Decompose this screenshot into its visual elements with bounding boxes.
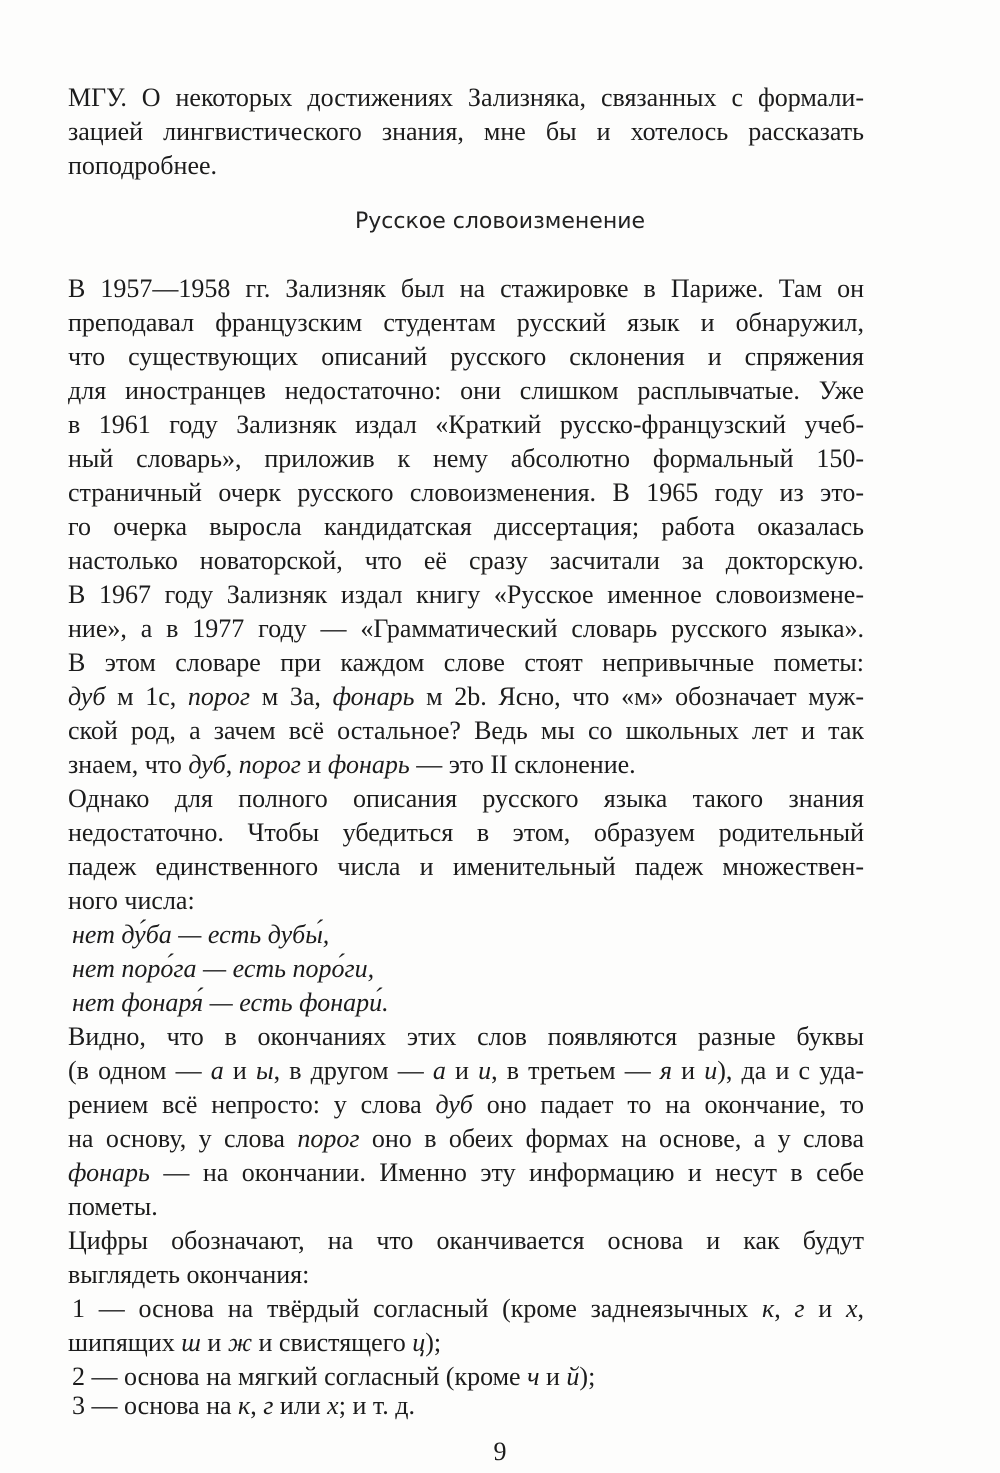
italic-word: фонарь bbox=[68, 1158, 150, 1187]
text-line: Однако для полного описания русского языка такого знания bbox=[68, 784, 864, 813]
italic-letter: ш bbox=[181, 1328, 201, 1357]
text-span: и bbox=[200, 1328, 228, 1357]
italic-word: дуб bbox=[435, 1090, 473, 1119]
text-span: оно падает то на окончание, то bbox=[472, 1090, 864, 1119]
italic-letter: й bbox=[566, 1362, 580, 1391]
text-span: и bbox=[223, 1056, 256, 1085]
italic-letter: и bbox=[478, 1056, 492, 1085]
text-span: м 1с, bbox=[105, 682, 188, 711]
text-span: , bbox=[225, 750, 239, 779]
text-span: и свистящего bbox=[252, 1328, 413, 1357]
section-heading: Русское словоизменение bbox=[354, 209, 646, 234]
italic-word: фонарь bbox=[327, 750, 410, 779]
text-span: и bbox=[539, 1362, 567, 1391]
list-item-continuation bbox=[68, 1327, 864, 1359]
text-line bbox=[68, 681, 864, 713]
text-span: и bbox=[445, 1056, 479, 1085]
text-span: (в одном — bbox=[68, 1056, 211, 1085]
italic-letter: я bbox=[659, 1056, 672, 1085]
text-span: и bbox=[672, 1056, 705, 1085]
text-span: или bbox=[273, 1391, 328, 1420]
text-span: , bbox=[857, 1294, 864, 1323]
text-span: и bbox=[300, 750, 328, 779]
text-span: , в третьем — bbox=[491, 1056, 660, 1085]
italic-letter: к bbox=[762, 1294, 775, 1323]
text-line: В 1967 году Зализняк издал книгу «Русское именное словоизмене- bbox=[68, 580, 864, 609]
example-line: нет ду́ба — есть дубы́, bbox=[72, 920, 330, 949]
text-span: ); bbox=[579, 1362, 596, 1391]
italic-letter: г bbox=[794, 1294, 805, 1323]
italic-word: порог bbox=[238, 750, 301, 779]
italic-letter: ц bbox=[412, 1328, 426, 1357]
text-span: на основу, у слова bbox=[68, 1124, 298, 1153]
text-span: м 3а, bbox=[250, 682, 333, 711]
text-span: , bbox=[250, 1391, 264, 1420]
text-line: В этом словаре при каждом слове стоят непривычные пометы: bbox=[68, 648, 864, 677]
text-line: ние», а в 1977 году — «Грамматический словарь русского языка». bbox=[68, 614, 864, 643]
italic-letter: ч bbox=[527, 1362, 540, 1391]
text-line: зацией лингвистического знания, мне бы и хотелось рассказать bbox=[68, 117, 864, 146]
text-line: страничный очерк русского словоизменения. В 1965 году из это- bbox=[68, 478, 864, 507]
text-line: МГУ. О некоторых достижениях Зализняка, связанных с формали- bbox=[68, 83, 864, 112]
text-line bbox=[68, 1055, 864, 1087]
text-line: что существующих описаний русского склонения и спряжения bbox=[68, 342, 864, 371]
italic-word: дуб bbox=[188, 750, 226, 779]
text-line: выглядеть окончания: bbox=[68, 1260, 310, 1289]
text-span: ); bbox=[425, 1328, 442, 1357]
text-line: го очерка выросла кандидатская диссертация; работа оказалась bbox=[68, 512, 864, 541]
italic-letter: а bbox=[210, 1056, 224, 1085]
text-span: — это II склонение. bbox=[409, 750, 636, 779]
italic-letter: г bbox=[263, 1391, 274, 1420]
text-span: ), да и с уда- bbox=[717, 1056, 864, 1085]
italic-word: фонарь bbox=[332, 682, 415, 711]
text-span: шипящих bbox=[68, 1328, 182, 1357]
text-line bbox=[68, 1089, 864, 1121]
example-line: нет поро́га — есть поро́ги, bbox=[72, 954, 375, 983]
text-span: , bbox=[774, 1294, 795, 1323]
text-line: В 1957—1958 гг. Зализняк был на стажировке в Париже. Там он bbox=[68, 274, 864, 303]
text-span: знаем, что bbox=[68, 750, 189, 779]
italic-letter: и bbox=[704, 1056, 718, 1085]
text-span: м 2b. Ясно, что «м» обозначает муж- bbox=[414, 682, 864, 711]
text-span: оно в обеих формах на основе, а у слова bbox=[359, 1124, 864, 1153]
text-line: ный словарь», приложив к нему абсолютно формальный 150- bbox=[68, 444, 864, 473]
text-line: недостаточно. Чтобы убедиться в этом, образуем родительный bbox=[68, 818, 864, 847]
text-line: в 1961 году Зализняк издал «Краткий русско-французский учеб- bbox=[68, 410, 864, 439]
example-line: нет фонаря́ — есть фонари́. bbox=[72, 988, 389, 1017]
text-line bbox=[68, 749, 864, 781]
text-line: поподробнее. bbox=[68, 151, 218, 180]
text-span: рением всё непросто: у слова bbox=[68, 1090, 436, 1119]
text-line: падеж единственного числа и именительный падеж множествен- bbox=[68, 852, 864, 881]
italic-word: дуб bbox=[68, 682, 106, 711]
italic-letter: к bbox=[238, 1391, 251, 1420]
text-line: для иностранцев недостаточно: они слишком расплывчатые. Уже bbox=[68, 376, 864, 405]
italic-letter: х bbox=[845, 1294, 858, 1323]
italic-letter: а bbox=[432, 1056, 446, 1085]
list-item bbox=[72, 1293, 864, 1325]
text-span: 3 — основа на bbox=[72, 1391, 239, 1420]
italic-letter: ы bbox=[255, 1056, 274, 1085]
text-span: , в другом — bbox=[273, 1056, 433, 1085]
italic-letter: ж bbox=[227, 1328, 252, 1357]
text-line: пометы. bbox=[68, 1192, 158, 1221]
text-span: ; и т. д. bbox=[338, 1391, 415, 1420]
text-span: 2 — основа на мягкий согласный (кроме bbox=[72, 1362, 528, 1391]
italic-word: порог bbox=[297, 1124, 360, 1153]
text-line bbox=[68, 1157, 864, 1189]
list-item bbox=[72, 1390, 868, 1422]
page-number: 9 bbox=[493, 1437, 507, 1466]
text-line: Цифры обозначают, на что оканчивается основа и как будут bbox=[68, 1226, 864, 1255]
text-span: 1 — основа на твёрдый согласный (кроме заднеязычных bbox=[72, 1294, 763, 1323]
text-span: — на окончании. Именно эту информацию и несут в себе bbox=[149, 1158, 864, 1187]
text-line: настолько новаторской, что её сразу засчитали за докторскую. bbox=[68, 546, 864, 575]
text-line: ской род, а зачем всё остальное? Ведь мы со школьных лет и так bbox=[68, 716, 864, 745]
text-line: ного числа: bbox=[68, 886, 195, 915]
italic-word: порог bbox=[187, 682, 251, 711]
text-line bbox=[68, 1123, 864, 1155]
text-span: и bbox=[804, 1294, 846, 1323]
text-line: преподавал французским студентам русский язык и обнаружил, bbox=[68, 308, 864, 337]
text-line: Видно, что в окончаниях этих слов появляются разные буквы bbox=[68, 1022, 864, 1051]
list-item bbox=[72, 1361, 868, 1393]
italic-letter: х bbox=[327, 1391, 339, 1420]
